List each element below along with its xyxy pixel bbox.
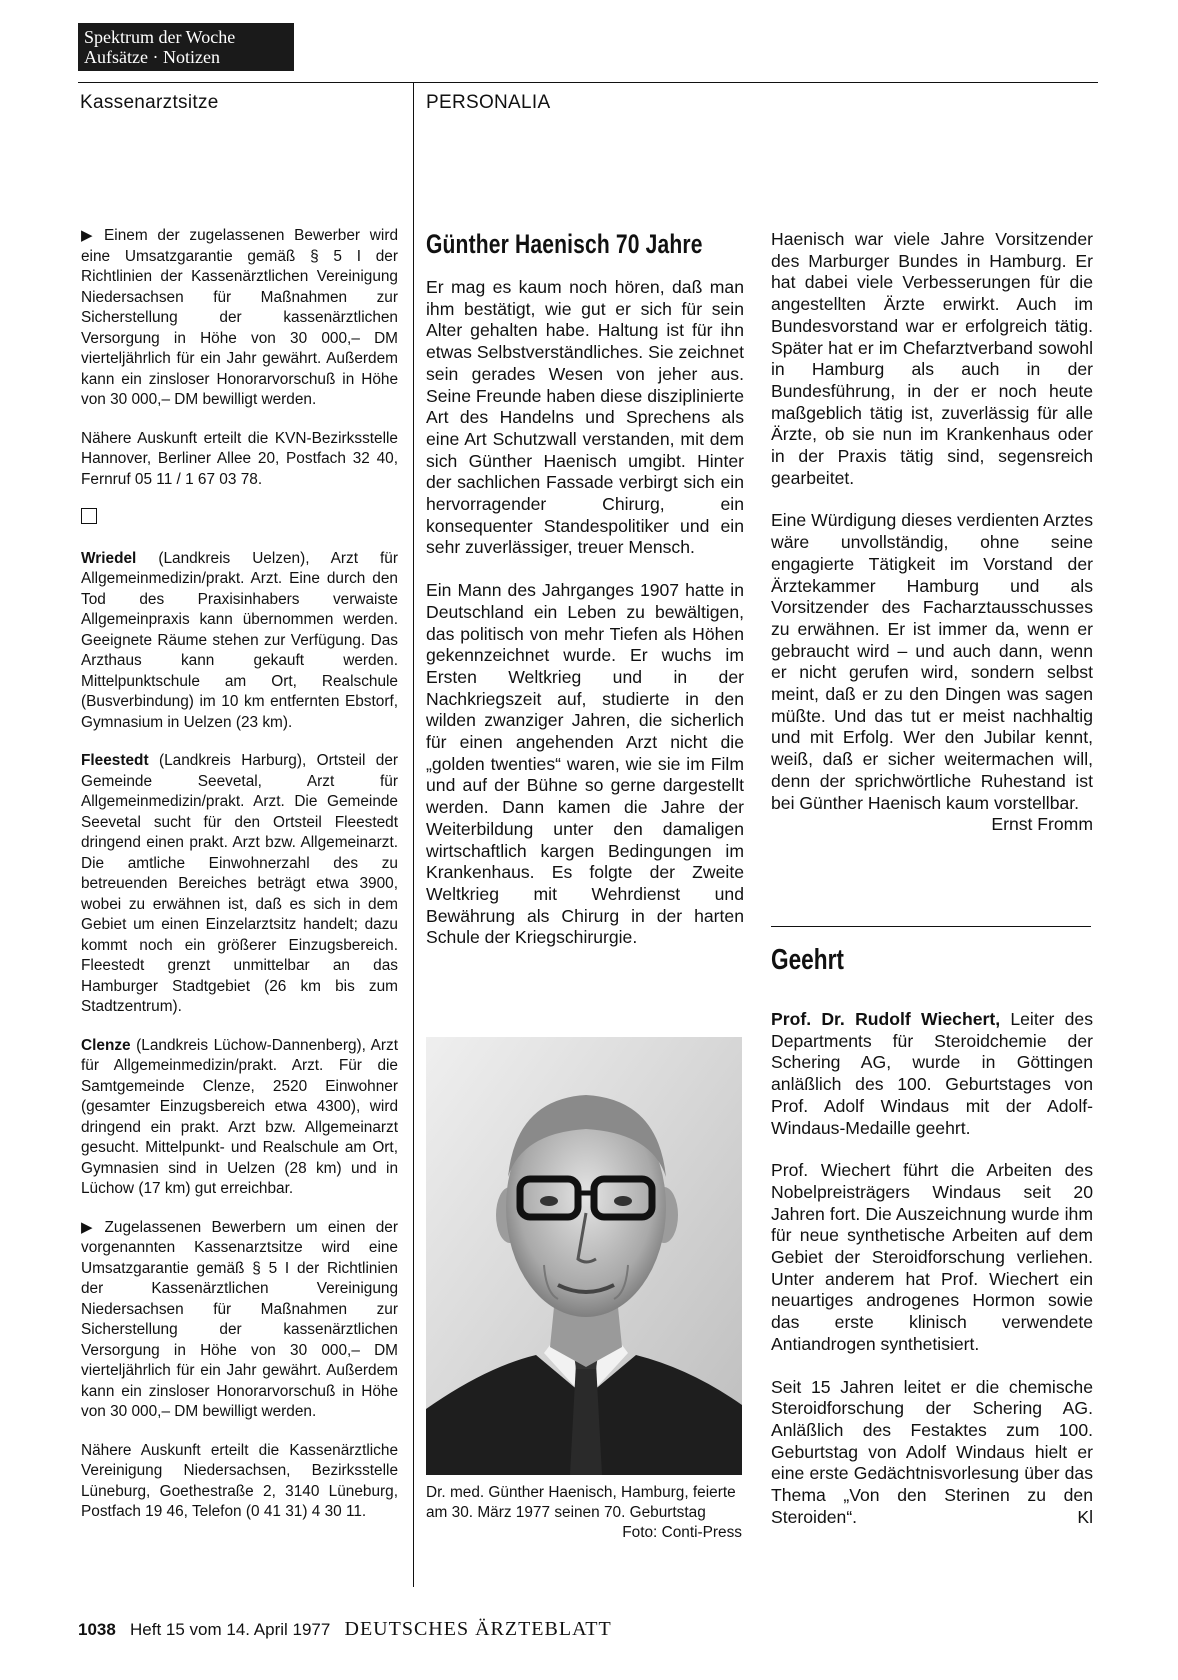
portrait-image bbox=[426, 1037, 742, 1475]
entry-fleestedt: Fleestedt (Landkreis Harburg), Ortsteil der Gemeinde Seevetal, Arzt für Allgemeinmedizin/prakt. Arzt. Die Gemeinde Seevetal sucht für den Ortsteil Fleestedt dringend einen prakt. Arzt bzw. Allgemeinarzt. Die amtliche Einwohnerzahl des zu betreuenden Bereiches beträgt etwa 3900, wobei zu erwähnen ist, daß es sich in dem Gebiet um einen Einzelarztsitz handelt; dazu kommt noch ein größerer Einzugsbereich. Fleestedt grenzt unmittelbar an das Hamburger Stadtgebiet (26 km bis zum Stadtzentrum). bbox=[81, 752, 398, 1015]
paragraph-guarantee-1: ▶ Einem der zugelassenen Bewerber wird eine Umsatzgarantie gemäß § 5 I der Richtlinien der Kassenärztlichen Vereinigung Niedersachsen für Maßnahmen zur Sicherstellung der kassenärztlichen Versorgung in Höhe von 30 000,– DM vierteljährlich für ein Jahr gewährt. Außerdem kann ein zinsloser Honorarvorschuß in Höhe von 30 000,– DM bewilligt werden. bbox=[81, 227, 398, 408]
geehrt-column bbox=[771, 1009, 1093, 1528]
journal-name: DEUTSCHES ÄRZTEBLATT bbox=[344, 1618, 612, 1640]
page-number: 1038 bbox=[78, 1620, 116, 1639]
photo-credit: Foto: Conti-Press bbox=[622, 1524, 742, 1541]
article-title-geehrt: Geehrt bbox=[771, 944, 844, 976]
square-icon bbox=[81, 508, 97, 524]
entry-wriedel: Wriedel (Landkreis Uelzen), Arzt für Allgemeinmedizin/prakt. Arzt. Eine durch den Tod des Praxisinhabers verwaiste Allgemeinpraxis kann übernommen werden. Geeignete Räume stehen zur Verfügung. Das Arzthaus kann gekauft werden. Mittelpunktschule am Ort, Realschule (Busverbindung) im 10 km entfernten Ebstorf, Gymnasium in Uelzen (23 km). bbox=[81, 549, 398, 731]
portrait-photo bbox=[426, 1037, 742, 1475]
article-title-haenisch: Günther Haenisch 70 Jahre bbox=[426, 229, 703, 259]
header-personalia: PERSONALIA bbox=[426, 92, 551, 113]
photo-caption bbox=[426, 1483, 742, 1543]
page-footer bbox=[78, 1618, 612, 1641]
separator-box bbox=[81, 508, 398, 531]
section-tag-line1: Spektrum der Woche bbox=[84, 27, 236, 47]
column-divider bbox=[413, 82, 414, 1587]
haenisch-column bbox=[426, 277, 744, 970]
haenisch-paragraph-1: Er mag es kaum noch hören, daß man ihm bestätigt, wie gut er sich für sein Alter gehalten habe. Haltung ist für ihn etwas Selbstverständliches. Sie zeichnet sein gerades Wesen von jeher aus. Seine Freunde haben diese disziplinierte Art des Handelns und Sprechens als eine Art Schutzwall verstanden, mit dem sich Günther Haenisch umgibt. Hinter der sachlichen Fassade verbirgt sich ein hervorragender Chirurg, ein konsequenter Standespolitiker und ein sehr zuverlässiger, treuer Mensch. bbox=[426, 277, 744, 558]
haenisch-paragraph-2: Ein Mann des Jahrganges 1907 hatte in Deutschland ein Leben zu bewältigen, das politisch von mehr Tiefen als Höhen gekennzeichnet wurde. Er wuchs im Ersten Weltkrieg und in der Nachkriegszeit auf, studierte in den wilden zwanziger Jahren, die sicherlich für einen angehenden Arzt nicht die „golden twenties“ waren, wie sie im Film und auf der Bühne so gerne dargestellt werden. Dann kamen die Jahre der Weiterbildung unter den damaligen wirtschaftlich kargen Bedingungen im Krankenhaus. Es folgte der Zweite Weltkrieg mit Wehrdienst und Bewährung als Chirurg in der harten Schule der Kriegschirurgie. bbox=[426, 580, 744, 948]
haenisch-paragraph-3: Haenisch war viele Jahre Vorsitzender des Marburger Bundes in Hamburg. Er hat dabei viele Verbesserungen für die angestellten Ärzte erwirkt. Auch im Bundesvorstand war er erfolgreich tätig. Später hat er im Chefarztverband sowohl in Hamburg als auch in der Bundesführung, in der er noch heute maßgeblich tätig ist, zuverlässig für alle Ärzte, ob sie nun im Krankenhaus oder in der Praxis tätig sind, segensreich gearbeitet. bbox=[771, 229, 1093, 488]
caption-text: Dr. med. Günther Haenisch, Hamburg, feierte am 30. März 1977 seinen 70. Geburtstag bbox=[426, 1484, 736, 1521]
header-kassenarztsitze: Kassenarztsitze bbox=[80, 92, 219, 113]
geehrt-paragraph-2: Prof. Wiechert führt die Arbeiten des Nobelpreisträgers Windaus seit 20 Jahren fort. Die Auszeichnung wurde ihm für neue synthetische Arbeiten auf dem Gebiet der Steroidforschung verliehen. Unter anderem hat Prof. Wiechert ein neuartiges androgenes Hormon sowie das erste klinisch verwendete Antiandrogen synthetisiert. bbox=[771, 1160, 1093, 1354]
geehrt-rule bbox=[771, 926, 1091, 927]
paragraph-contact-2: Nähere Auskunft erteilt die Kassenärztliche Vereinigung Niedersachsen, Bezirksstelle Lüneburg, Goethestraße 2, 3140 Lüneburg, Postfach 19 46, Telefon (0 41 31) 4 30 11. bbox=[81, 1441, 398, 1520]
signature: Kl bbox=[1077, 1506, 1093, 1527]
section-tag bbox=[78, 23, 294, 71]
section-tag-line2: Aufsätze · Notizen bbox=[84, 47, 220, 67]
paragraph-contact-1: Nähere Auskunft erteilt die KVN-Bezirksstelle Hannover, Berliner Allee 20, Postfach 32 40, Fernruf 05 11 / 1 67 03 78. bbox=[81, 429, 398, 488]
issue-info: Heft 15 vom 14. April 1977 bbox=[130, 1620, 331, 1639]
paragraph-guarantee-2: ▶ Zugelassenen Bewerbern um einen der vorgenannten Kassenarztsitze wird eine Umsatzgarantie gemäß § 5 I der Richtlinien der Kassenärztlichen Vereinigung Niedersachsen für Maßnahmen zur Sicherstellung der kassenärztlichen Versorgung in Höhe von 30 000,– DM vierteljährlich für ein Jahr gewährt. Außerdem kann ein zinsloser Honorarvorschuß in Höhe von 30 000,– DM bewilligt werden. bbox=[81, 1218, 398, 1420]
triangle-bullet-icon: ▶ bbox=[81, 227, 99, 244]
kassenarztsitze-column bbox=[81, 226, 398, 1523]
entry-clenze: Clenze (Landkreis Lüchow-Dannenberg), Arzt für Allgemeinmedizin/prakt. Arzt. Für die Samtgemeinde Clenze, 2520 Einwohner (gesamter Einzugsbereich etwa 4300), wird dringend ein prakt. Arzt bzw. Allgemeinarzt gesucht. Mittelpunkt- und Realschule am Ort, Gymnasien sind in Uelzen (28 km) und in Lüchow (17 km) gut erreichbar. bbox=[81, 1036, 398, 1197]
author-name: Ernst Fromm bbox=[991, 814, 1093, 835]
triangle-bullet-icon: ▶ bbox=[81, 1218, 99, 1236]
geehrt-paragraph-3: Seit 15 Jahren leitet er die chemische Steroidforschung der Schering AG. Anläßlich des Festaktes zum 100. Geburtstag von Adolf Windaus hielt er eine erste Gedächtnisvorlesung über das Thema „Von den Sterinen zu den Steroiden“. Kl bbox=[771, 1376, 1093, 1527]
top-rule bbox=[78, 82, 1098, 83]
haenisch-paragraph-4: Eine Würdigung dieses verdienten Arztes wäre unvollständig, ohne seine engagierte Tätigkeit im Vorstand der Ärztekammer Hamburg und als Vorsitzender des Facharztausschusses zu erwähnen. Er ist immer da, wenn er gebraucht wird – und auch dann, wenn er nicht gerufen wird, sondern selbst meint, daß er zu den Dingen was sagen müßte. Und das tut er meist nachhaltig und mit Erfolg. Wer den Jubilar kennt, weiß, daß er sicher weitermachen will, denn der sprichwörtliche Ruhestand ist bei Günther Haenisch kaum vorstellbar. Ernst Fromm bbox=[771, 510, 1093, 835]
haenisch-continued-column bbox=[771, 229, 1093, 836]
geehrt-paragraph-1: Prof. Dr. Rudolf Wiechert, Leiter des Departments für Steroidchemie der Schering AG, wurde in Göttingen anläßlich des 100. Geburtstages von Prof. Adolf Windaus mit der Adolf-Windaus-Medaille geehrt. bbox=[771, 1009, 1094, 1138]
